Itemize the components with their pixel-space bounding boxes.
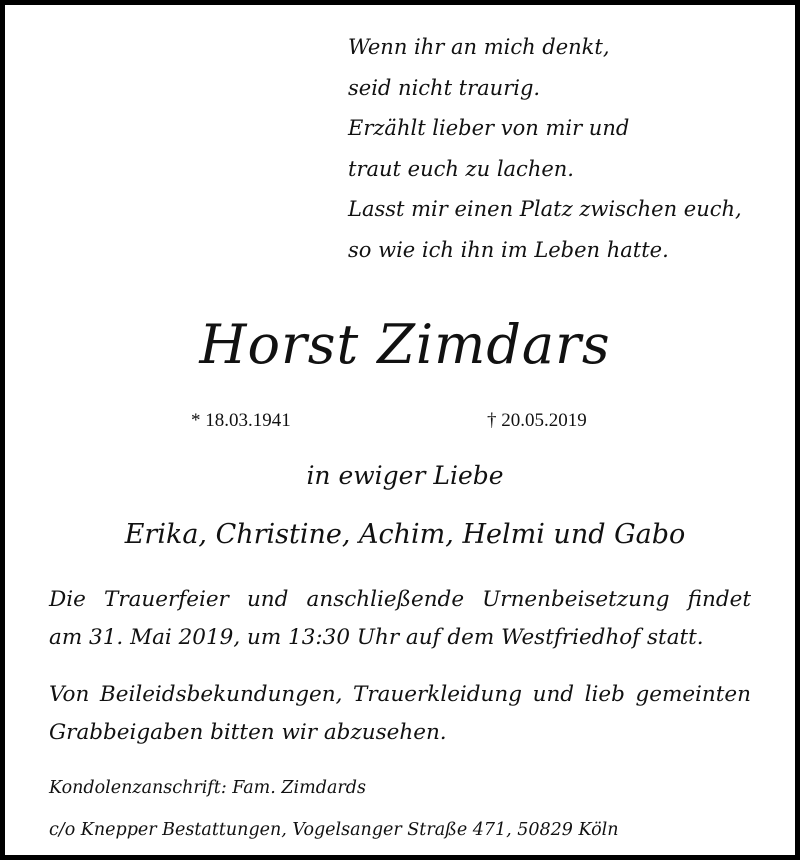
poem-line: seid nicht traurig. [348,75,541,100]
address-line: Kondolenzanschrift: Fam. Zimdards [49,778,366,798]
request-line: Von Beileidsbekundungen, Trauerkleidung und lieb gemeinten [49,682,751,707]
ceremony-line: Die Trauerfeier und anschließende Urnenbeisetzung findet [49,587,751,612]
address-line: c/o Knepper Bestattungen, Vogelsanger Straße 471, 50829 Köln [49,820,619,840]
death-date: † 20.05.2019 [487,410,587,431]
poem-line: Erzählt lieber von mir und [348,116,630,140]
condolence-address [49,767,619,851]
family-names: Erika, Christine, Achim, Helmi und Gabo [124,519,686,550]
poem [348,27,742,270]
request-line: Grabbeigaben bitten wir abzusehen. [49,720,447,745]
poem-line: traut euch zu lachen. [348,156,574,181]
deceased-name: Horst Zimdars [199,313,611,376]
request-paragraph [49,676,751,752]
ceremony-paragraph [49,581,751,657]
poem-line: Wenn ihr an mich denkt, [348,35,610,59]
love-line: in ewiger Liebe [306,461,504,490]
poem-line: so wie ich ihn im Leben hatte. [348,237,669,262]
poem-line: Lasst mir einen Platz zwischen euch, [348,197,742,221]
birth-date: * 18.03.1941 [191,410,291,431]
ceremony-line: am 31. Mai 2019, um 13:30 Uhr auf dem Westfriedhof statt. [49,625,704,650]
